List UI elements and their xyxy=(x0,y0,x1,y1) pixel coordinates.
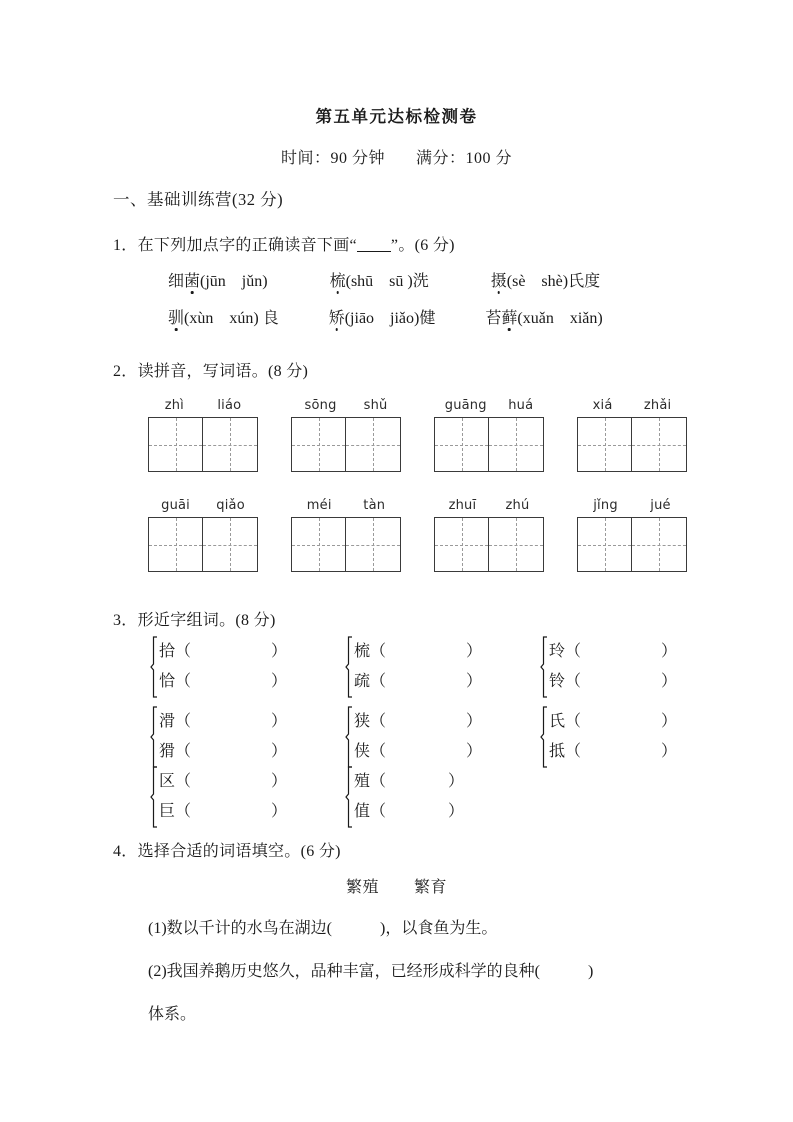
question-4-sentence-2 xyxy=(148,958,593,981)
character-grid[interactable] xyxy=(148,417,258,472)
pair-line-bottom[interactable] xyxy=(354,797,464,827)
emphasis-char: 矫 xyxy=(329,305,345,328)
pinyin-choice-item[interactable] xyxy=(330,268,429,291)
homophone-pair-group xyxy=(345,636,540,698)
pinyin-label xyxy=(434,398,544,413)
char-with-paren: 区（ xyxy=(159,773,192,790)
grid-cell[interactable] xyxy=(577,517,632,572)
pair-lines xyxy=(549,706,677,768)
character-grid[interactable] xyxy=(291,517,401,572)
pair-line-bottom[interactable] xyxy=(159,797,287,827)
pinyin-syllable: jué xyxy=(650,498,671,513)
brace-icon xyxy=(345,766,354,828)
paren-close: ） xyxy=(271,673,288,690)
pinyin-label xyxy=(577,498,687,513)
pinyin-syllable: zhú xyxy=(505,498,530,513)
pair-line-bottom[interactable] xyxy=(159,667,287,697)
char-with-paren: 玲（ xyxy=(549,643,582,660)
char-suffix: 良 xyxy=(258,310,279,327)
pair-line-top[interactable] xyxy=(354,767,464,797)
question-1-line-1 xyxy=(168,268,600,291)
char-with-paren: 殖（ xyxy=(354,773,387,790)
pinyin-label xyxy=(434,498,544,513)
question-2-row-1 xyxy=(113,398,713,472)
char-suffix: 氏度 xyxy=(568,273,601,290)
sentence-label: (2) xyxy=(148,963,167,980)
emphasis-char: 梳 xyxy=(330,268,346,291)
question-3-stem xyxy=(113,607,276,630)
question-4-number: 4． xyxy=(113,843,138,860)
grid-cell[interactable] xyxy=(577,417,632,472)
word-answer-slot[interactable] xyxy=(434,498,544,572)
pair-lines xyxy=(159,766,287,828)
question-4-text: 选择合适的词语填空。(6 分) xyxy=(137,843,341,860)
pair-line-bottom[interactable] xyxy=(159,737,287,767)
pinyin-syllable: huá xyxy=(508,398,534,413)
homophone-pair-group xyxy=(150,636,345,698)
time-limit-label: 时间：90 分钟 xyxy=(280,150,385,167)
paren-close: ） xyxy=(661,643,678,660)
question-4-stem xyxy=(113,838,341,861)
question-3-row-1 xyxy=(150,636,735,698)
question-4-sentence-2-continuation: 体系。 xyxy=(148,1006,197,1023)
paren-close: ） xyxy=(271,743,288,760)
emphasis-char: 驯 xyxy=(168,305,184,328)
paren-close: ） xyxy=(661,743,678,760)
grid-cell[interactable] xyxy=(434,517,489,572)
pinyin-syllable: guāi xyxy=(161,498,190,513)
grid-cell[interactable] xyxy=(346,417,401,472)
emphasis-char: 摄 xyxy=(491,268,507,291)
word-answer-slot[interactable] xyxy=(148,498,258,572)
grid-cell[interactable] xyxy=(148,417,203,472)
char-prefix: 苔 xyxy=(485,310,502,327)
paren-close: ） xyxy=(271,713,288,730)
grid-cell[interactable] xyxy=(291,417,346,472)
question-3-number: 3． xyxy=(113,612,138,629)
pair-line-top[interactable] xyxy=(549,637,677,667)
char-prefix: 细 xyxy=(168,273,185,290)
grid-cell[interactable] xyxy=(489,417,544,472)
pinyin-syllable: shǔ xyxy=(363,398,388,413)
paren-close: ） xyxy=(466,643,483,660)
brace-icon xyxy=(540,636,549,698)
pair-line-bottom[interactable] xyxy=(549,737,677,767)
sentence-text-after: )，以食鱼为生。 xyxy=(380,920,498,937)
grid-cell[interactable] xyxy=(632,417,687,472)
char-with-paren: 值（ xyxy=(354,803,387,820)
question-4-word-bank xyxy=(0,874,793,897)
pinyin-syllable: qiǎo xyxy=(216,498,245,513)
exam-meta xyxy=(0,145,793,168)
question-3-row-3 xyxy=(150,766,540,828)
question-1-stem xyxy=(113,232,455,255)
pinyin-options: (shū sū ) xyxy=(345,273,413,290)
pinyin-options: (xuǎn xiǎn) xyxy=(517,310,603,327)
word-answer-slot[interactable] xyxy=(577,398,687,472)
char-suffix: 洗 xyxy=(412,273,429,290)
pair-lines xyxy=(159,636,287,698)
pinyin-choice-item[interactable] xyxy=(485,305,602,328)
total-score-label: 满分：100 分 xyxy=(416,150,513,167)
pinyin-choice-item[interactable] xyxy=(168,305,279,328)
pinyin-options: (jūn jǔn) xyxy=(200,273,268,290)
question-1-line-2 xyxy=(168,305,603,328)
pair-lines xyxy=(354,636,482,698)
character-grid[interactable] xyxy=(577,417,687,472)
pinyin-syllable: méi xyxy=(306,498,332,513)
sentence-text-before: 我国养鹅历史悠久，品种丰富，已经形成科学的良种( xyxy=(166,963,540,980)
emphasis-char: 菌 xyxy=(184,268,200,291)
character-grid[interactable] xyxy=(148,517,258,572)
brace-icon xyxy=(540,706,549,768)
paren-close: ） xyxy=(466,743,483,760)
paren-close: ） xyxy=(661,713,678,730)
pair-lines xyxy=(549,636,677,698)
pinyin-choice-item[interactable] xyxy=(168,268,268,291)
pair-line-top[interactable] xyxy=(159,637,287,667)
character-grid[interactable] xyxy=(434,417,544,472)
word-answer-slot[interactable] xyxy=(577,498,687,572)
char-with-paren: 梳（ xyxy=(354,643,387,660)
word-bank-option[interactable]: 繁殖 xyxy=(345,879,379,896)
homophone-pair-group xyxy=(345,706,540,768)
character-grid[interactable] xyxy=(434,517,544,572)
pinyin-syllable: tàn xyxy=(363,498,386,513)
homophone-pair-group xyxy=(540,706,735,768)
paren-close: ） xyxy=(271,773,288,790)
section-heading: 一、基础训练营(32 分) xyxy=(113,190,284,209)
pinyin-label xyxy=(291,398,401,413)
grid-cell[interactable] xyxy=(346,517,401,572)
pair-lines xyxy=(354,766,464,828)
paren-close: ） xyxy=(448,803,465,820)
grid-cell[interactable] xyxy=(203,517,258,572)
pair-line-top[interactable] xyxy=(354,707,482,737)
sentence-label: (1) xyxy=(148,920,167,937)
emphasis-char: 藓 xyxy=(501,305,517,328)
answer-blank-icon xyxy=(357,251,391,252)
sentence-text-after: ) xyxy=(588,963,594,980)
question-3-row-2 xyxy=(150,706,735,768)
grid-cell[interactable] xyxy=(148,517,203,572)
brace-icon xyxy=(150,636,159,698)
pinyin-syllable: liáo xyxy=(217,398,242,413)
question-2-number: 2． xyxy=(113,363,138,380)
question-1-text-after: ”。(6 分) xyxy=(390,237,455,254)
char-with-paren: 侠（ xyxy=(354,743,387,760)
question-2-row-2 xyxy=(113,498,713,572)
pair-line-bottom[interactable] xyxy=(549,667,677,697)
grid-cell[interactable] xyxy=(203,417,258,472)
homophone-pair-group xyxy=(540,636,735,698)
pinyin-label xyxy=(577,398,687,413)
char-suffix: 健 xyxy=(419,310,436,327)
paren-close: ） xyxy=(271,643,288,660)
question-1-text-before: 在下列加点字的正确读音下画“ xyxy=(137,237,357,254)
brace-icon xyxy=(345,706,354,768)
pinyin-label xyxy=(148,398,258,413)
paren-close: ） xyxy=(466,713,483,730)
grid-cell[interactable] xyxy=(489,517,544,572)
pair-line-top[interactable] xyxy=(159,767,287,797)
pinyin-syllable: zhì xyxy=(164,398,184,413)
pair-line-top[interactable] xyxy=(354,637,482,667)
question-2-text: 读拼音，写词语。(8 分) xyxy=(137,363,309,380)
homophone-pair-group xyxy=(150,766,345,828)
sentence-text-before: 数以千计的水鸟在湖边( xyxy=(166,920,332,937)
pinyin-syllable: sōng xyxy=(304,398,337,413)
paren-close: ） xyxy=(448,773,465,790)
char-with-paren: 狭（ xyxy=(354,713,387,730)
pinyin-label xyxy=(291,498,401,513)
pinyin-syllable: zhuī xyxy=(448,498,477,513)
pair-line-bottom[interactable] xyxy=(354,667,482,697)
question-3-text: 形近字组词。(8 分) xyxy=(137,612,276,629)
char-with-paren: 巨（ xyxy=(159,803,192,820)
grid-cell[interactable] xyxy=(291,517,346,572)
question-4-sentence-1 xyxy=(148,915,497,938)
question-2-stem xyxy=(113,358,308,381)
char-with-paren: 恰（ xyxy=(159,673,192,690)
pinyin-options: (xùn xún) xyxy=(184,310,259,327)
page-title: 第五单元达标检测卷 xyxy=(315,107,478,126)
pair-line-top[interactable] xyxy=(549,707,677,737)
word-bank-option[interactable]: 繁育 xyxy=(414,879,448,896)
word-answer-slot[interactable] xyxy=(291,498,401,572)
char-with-paren: 抵（ xyxy=(549,743,582,760)
question-1-number: 1． xyxy=(113,237,138,254)
pair-lines xyxy=(354,706,482,768)
pinyin-choice-item[interactable] xyxy=(329,305,436,328)
homophone-pair-group xyxy=(150,706,345,768)
char-with-paren: 滑（ xyxy=(159,713,192,730)
brace-icon xyxy=(150,766,159,828)
word-answer-slot[interactable] xyxy=(434,398,544,472)
pinyin-syllable: jǐng xyxy=(593,498,618,513)
word-answer-slot[interactable] xyxy=(291,398,401,472)
grid-cell[interactable] xyxy=(632,517,687,572)
char-with-paren: 铃（ xyxy=(549,673,582,690)
paren-close: ） xyxy=(271,803,288,820)
homophone-pair-group xyxy=(345,766,540,828)
char-with-paren: 氏（ xyxy=(549,713,582,730)
pinyin-syllable: xiá xyxy=(592,398,613,413)
pinyin-choice-item[interactable] xyxy=(491,268,600,291)
word-answer-slot[interactable] xyxy=(148,398,258,472)
paren-close: ） xyxy=(661,673,678,690)
brace-icon xyxy=(345,636,354,698)
character-grid[interactable] xyxy=(291,417,401,472)
paren-close: ） xyxy=(466,673,483,690)
pair-line-top[interactable] xyxy=(159,707,287,737)
pair-line-bottom[interactable] xyxy=(354,737,482,767)
pinyin-syllable: guāng xyxy=(444,398,487,413)
pinyin-syllable: zhǎi xyxy=(643,398,672,413)
char-with-paren: 猾（ xyxy=(159,743,192,760)
pinyin-label xyxy=(148,498,258,513)
pinyin-options: (jiāo jiǎo) xyxy=(344,310,420,327)
char-with-paren: 疏（ xyxy=(354,673,387,690)
char-with-paren: 拾（ xyxy=(159,643,192,660)
pinyin-options: (sè shè) xyxy=(506,273,569,290)
grid-cell[interactable] xyxy=(434,417,489,472)
brace-icon xyxy=(150,706,159,768)
pair-lines xyxy=(159,706,287,768)
character-grid[interactable] xyxy=(577,517,687,572)
